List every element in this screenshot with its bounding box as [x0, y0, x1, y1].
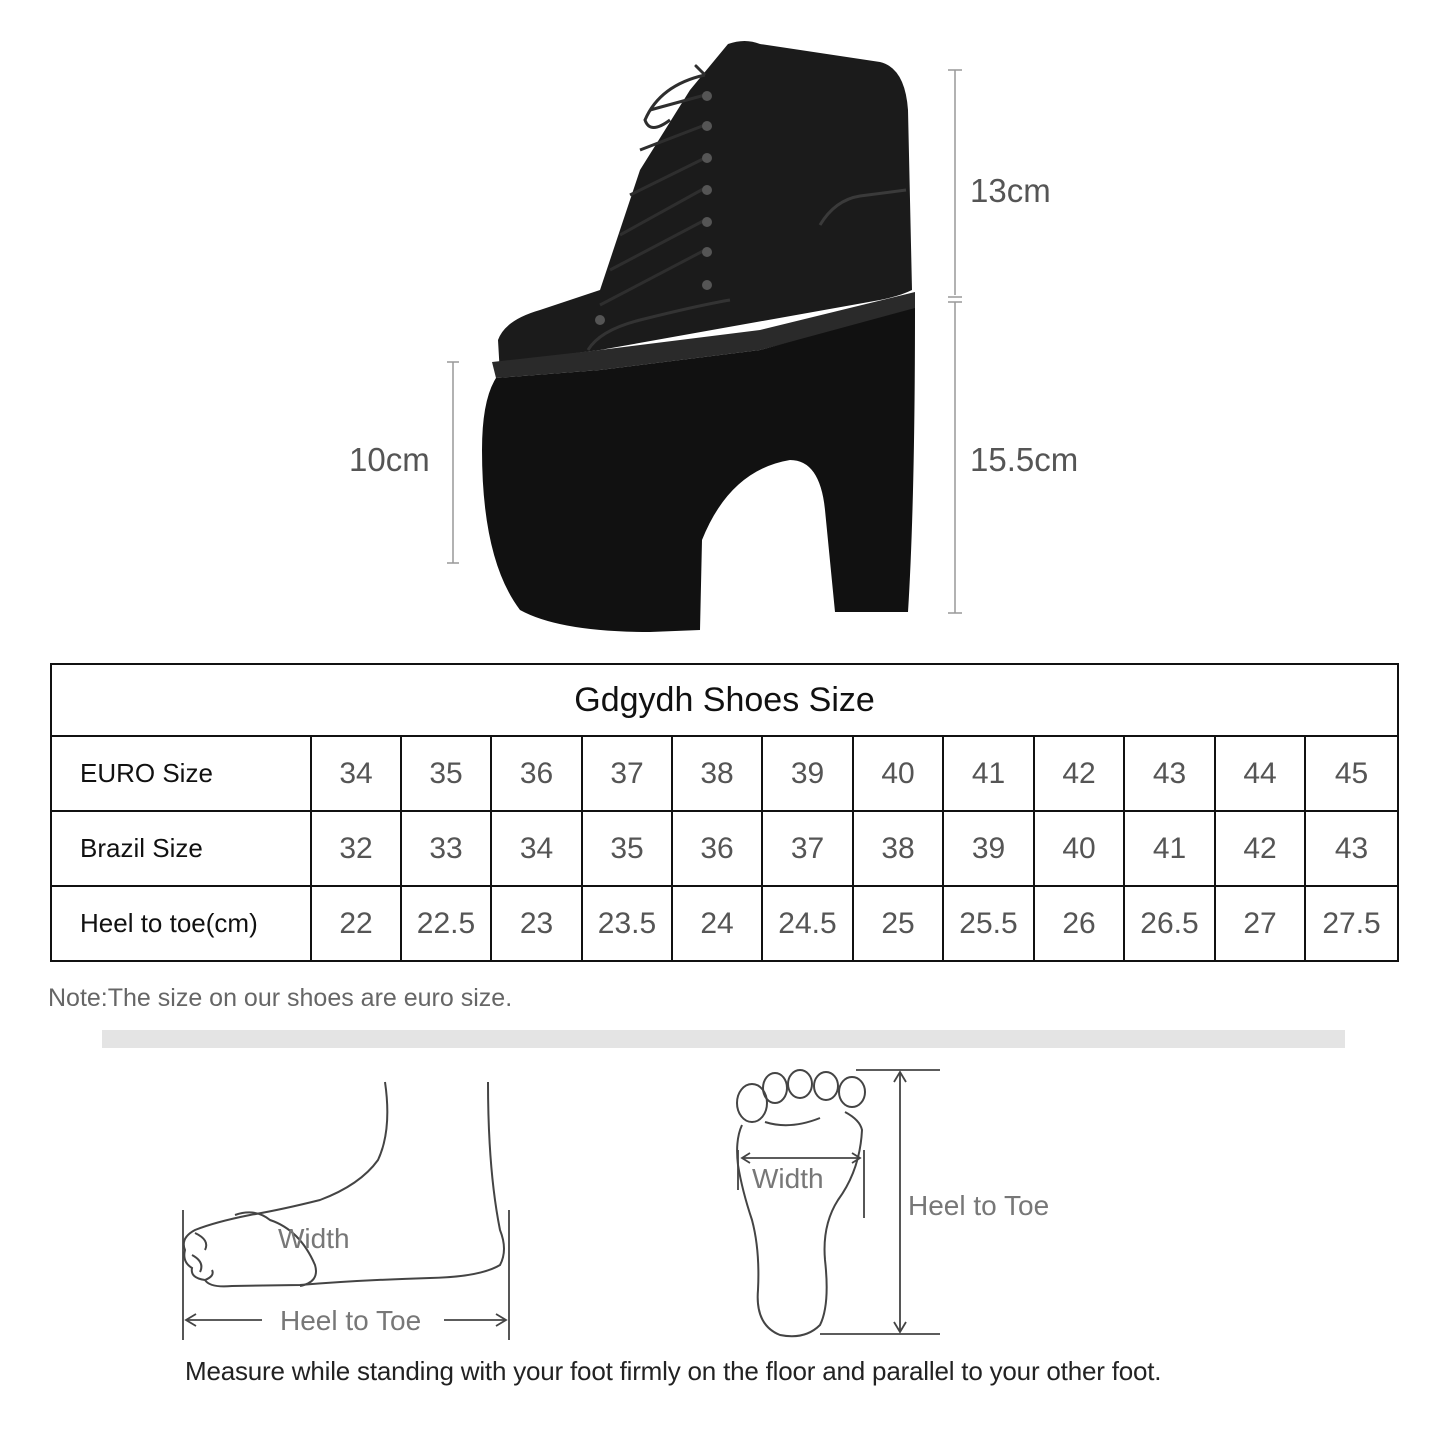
table-cell: 27.5: [1305, 886, 1398, 961]
table-cell: 44: [1215, 736, 1305, 811]
table-cell: 35: [401, 736, 491, 811]
size-chart-table: [50, 663, 1399, 962]
table-row-heel-to-toe: [51, 886, 1398, 961]
sole-length-label: Heel to Toe: [908, 1190, 1050, 1221]
table-cell: 27: [1215, 886, 1305, 961]
table-row-brazil: [51, 811, 1398, 886]
row-label: Brazil Size: [51, 811, 311, 886]
foot-diagrams: [0, 1050, 1445, 1350]
table-cell: 24.5: [762, 886, 853, 961]
size-note: Note:The size on our shoes are euro size.: [48, 984, 513, 1012]
table-cell: 36: [672, 811, 762, 886]
table-cell: 43: [1305, 811, 1398, 886]
table-cell: 33: [401, 811, 491, 886]
table-cell: 42: [1215, 811, 1305, 886]
table-cell: 25.5: [943, 886, 1034, 961]
table-cell: 40: [853, 736, 943, 811]
table-cell: 39: [943, 811, 1034, 886]
shaft-height-label: 13cm: [970, 172, 1051, 209]
platform-boot-image: [0, 0, 1445, 650]
table-cell: 38: [853, 811, 943, 886]
table-cell: 26.5: [1124, 886, 1215, 961]
table-cell: 36: [491, 736, 582, 811]
heel-height-label: 15.5cm: [970, 441, 1079, 478]
section-divider: [102, 1030, 1345, 1048]
measure-instruction-text: Measure while standing with your foot firmly on the floor and parallel to your other foot.: [185, 1356, 1162, 1386]
table-cell: 23.5: [582, 886, 672, 961]
row-label: EURO Size: [51, 736, 311, 811]
sole-width-label: Width: [752, 1163, 824, 1194]
table-cell: 34: [311, 736, 401, 811]
foot-side-view-icon: [184, 1082, 504, 1286]
table-cell: 41: [1124, 811, 1215, 886]
table-cell: 43: [1124, 736, 1215, 811]
table-cell: 42: [1034, 736, 1124, 811]
table-row-euro: [51, 736, 1398, 811]
table-cell: 22.5: [401, 886, 491, 961]
table-cell: 37: [762, 811, 853, 886]
table-cell: 22: [311, 886, 401, 961]
boot-product-illustration: [0, 0, 1445, 650]
table-cell: 34: [491, 811, 582, 886]
table-cell: 24: [672, 886, 762, 961]
platform-height-label: 10cm: [349, 441, 430, 478]
table-cell: 38: [672, 736, 762, 811]
table-cell: 40: [1034, 811, 1124, 886]
table-cell: 32: [311, 811, 401, 886]
side-width-label: Width: [278, 1223, 350, 1254]
foot-sole-view-icon: [737, 1070, 865, 1336]
size-chart-title: Gdgydh Shoes Size: [51, 664, 1398, 736]
row-label: Heel to toe(cm): [51, 886, 311, 961]
table-cell: 25: [853, 886, 943, 961]
table-cell: 41: [943, 736, 1034, 811]
table-cell: 35: [582, 811, 672, 886]
table-cell: 26: [1034, 886, 1124, 961]
table-cell: 45: [1305, 736, 1398, 811]
table-cell: 37: [582, 736, 672, 811]
table-cell: 23: [491, 886, 582, 961]
table-cell: 39: [762, 736, 853, 811]
side-length-label: Heel to Toe: [280, 1305, 422, 1336]
